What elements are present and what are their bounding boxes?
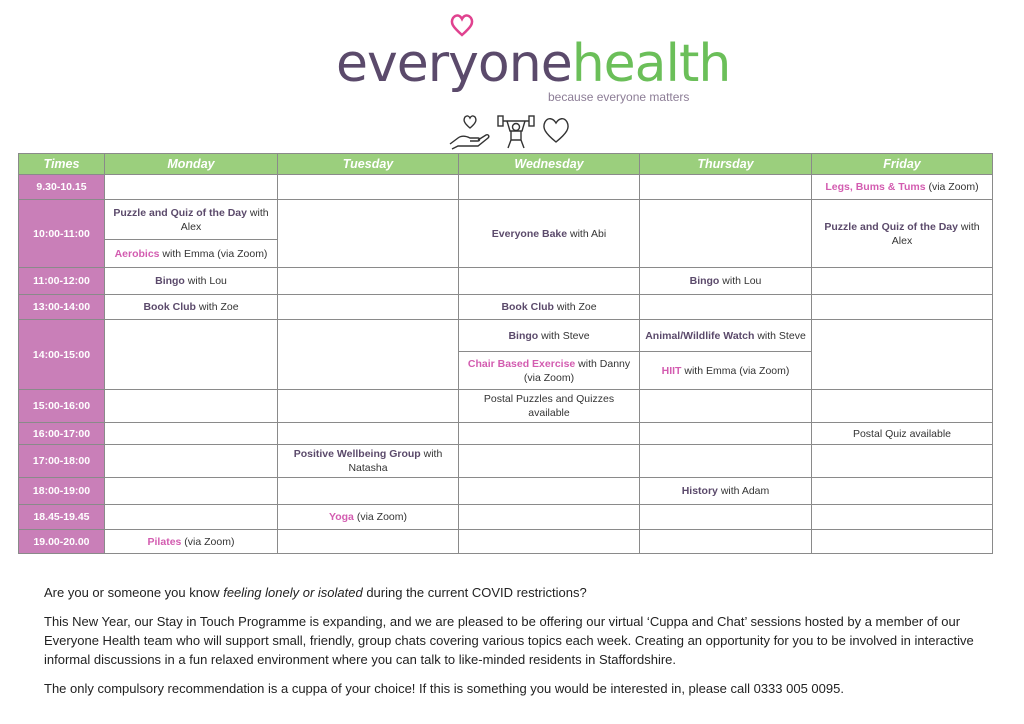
logo-every: every: [336, 34, 478, 94]
table-row: [19, 200, 993, 240]
table-row: [19, 390, 993, 423]
event-cell: Postal Quiz available: [812, 423, 993, 445]
event-name: Chair Based Exercise: [467, 357, 576, 370]
event-detail: with Lou: [184, 275, 227, 287]
empty-cell: [278, 423, 459, 445]
time-cell: 10:00-11:00: [19, 200, 105, 268]
table-row: [19, 423, 993, 445]
empty-cell: [459, 423, 640, 445]
empty-cell: [278, 200, 459, 268]
event-detail: with Natasha: [348, 448, 443, 474]
empty-cell: [105, 478, 278, 505]
table-row: [19, 295, 993, 320]
event-detail: with Emma (via Zoom): [159, 247, 268, 260]
logo-one: one: [477, 34, 572, 94]
event-detail: with Zoe: [195, 301, 239, 313]
empty-cell: [278, 320, 459, 390]
time-cell: 17:00-18:00: [19, 445, 105, 478]
empty-cell: [640, 175, 812, 200]
empty-cell: [105, 505, 278, 530]
empty-cell: [278, 295, 459, 320]
event-name: HIIT: [661, 364, 682, 377]
empty-cell: [812, 530, 993, 554]
table-row: [19, 530, 993, 554]
empty-cell: [459, 478, 640, 505]
logo: [336, 14, 731, 104]
empty-cell: [812, 478, 993, 505]
event-cell: [278, 445, 459, 478]
empty-cell: [459, 268, 640, 295]
event-name: Everyone Bake: [491, 227, 568, 240]
event-name: Puzzle and Quiz of the Day: [113, 206, 247, 219]
empty-cell: [812, 390, 993, 423]
time-cell: 15:00-16:00: [19, 390, 105, 423]
table-row: [19, 175, 993, 200]
table-row: [19, 320, 993, 352]
event-cell: [812, 200, 993, 268]
empty-cell: [105, 445, 278, 478]
event-detail: with Emma (via Zoom): [681, 364, 790, 377]
event-name: Bingo: [155, 275, 185, 287]
event-name: Positive Wellbeing Group: [293, 448, 421, 460]
event-cell: [278, 505, 459, 530]
event-detail: (via Zoom): [353, 511, 407, 523]
event-name: Puzzle and Quiz of the Day: [824, 220, 958, 233]
hand-heart-icon: [448, 114, 492, 155]
time-cell: 14:00-15:00: [19, 320, 105, 390]
event-detail: (via Zoom): [925, 181, 979, 193]
empty-cell: [278, 175, 459, 200]
empty-cell: [105, 423, 278, 445]
empty-cell: [812, 505, 993, 530]
event-cell: [640, 478, 812, 505]
empty-cell: [459, 505, 640, 530]
schedule-header-row: [19, 154, 993, 175]
event-detail: with Zoe: [553, 301, 597, 313]
empty-cell: [812, 320, 993, 390]
event-cell: [105, 200, 278, 240]
table-row: [19, 268, 993, 295]
header-monday: Monday: [105, 154, 278, 175]
time-cell: 13:00-14:00: [19, 295, 105, 320]
empty-cell: [640, 530, 812, 554]
event-detail: with Alex: [180, 206, 269, 233]
time-cell: 19.00-20.00: [19, 530, 105, 554]
empty-cell: [459, 530, 640, 554]
empty-cell: [640, 445, 812, 478]
empty-cell: [105, 175, 278, 200]
event-detail: with Steve: [754, 329, 806, 342]
event-cell: [812, 175, 993, 200]
empty-cell: [459, 445, 640, 478]
empty-cell: [278, 530, 459, 554]
event-cell: [459, 295, 640, 320]
weightlifter-icon: [496, 114, 536, 155]
time-cell: 18:00-19:00: [19, 478, 105, 505]
table-row: [19, 505, 993, 530]
time-cell: 9.30-10.15: [19, 175, 105, 200]
empty-cell: [640, 200, 812, 268]
empty-cell: [812, 268, 993, 295]
empty-cell: [105, 320, 278, 390]
empty-cell: [278, 268, 459, 295]
intro-text-end: during the current COVID restrictions?: [362, 585, 587, 600]
event-cell: [459, 200, 640, 268]
logo-tagline: because everyone matters: [548, 90, 690, 104]
empty-cell: [812, 445, 993, 478]
event-cell: [105, 240, 278, 268]
event-cell: [459, 320, 640, 352]
event-cell: [105, 295, 278, 320]
empty-cell: [105, 390, 278, 423]
logo-health: health: [571, 34, 731, 94]
empty-cell: [640, 390, 812, 423]
empty-cell: [640, 505, 812, 530]
event-name: Animal/Wildlife Watch: [645, 329, 755, 342]
event-name: Pilates: [147, 535, 182, 548]
time-cell: 16:00-17:00: [19, 423, 105, 445]
event-cell: [105, 268, 278, 295]
logo-wordmark: [336, 34, 730, 94]
header-times: Times: [19, 154, 105, 175]
empty-cell: [278, 390, 459, 423]
table-row: [19, 478, 993, 505]
event-name: Aerobics: [114, 247, 160, 260]
event-detail: with Danny (via Zoom): [523, 357, 631, 384]
heart-outline-icon: [540, 114, 572, 151]
event-name: Book Club: [143, 301, 196, 313]
contact-paragraph: The only compulsory recommendation is a cuppa of your choice! If this is something you would be interested in, please call 0333 005 0095.: [44, 681, 844, 696]
intro-question: [44, 583, 984, 602]
programme-description: This New Year, our Stay in Touch Programme is expanding, and we are pleased to be offering our virtual ‘Cuppa and Chat’ sessions hosted by a member of our Everyone Health team who will support small, friendly, group chats covering various topics each week. Creating an opportunity for you to be involved in interactive informal discussions in a fun relaxed environment where you can talk to like-minded residents in Staffordshire.: [44, 614, 974, 667]
table-row: [19, 445, 993, 478]
event-detail: with Alex: [891, 220, 980, 247]
intro-emphasis: feeling lonely or isolated: [223, 585, 363, 600]
event-cell: [640, 352, 812, 390]
time-cell: 18.45-19.45: [19, 505, 105, 530]
activity-icons: [448, 114, 578, 150]
event-name: History: [681, 485, 718, 497]
empty-cell: [459, 175, 640, 200]
event-detail: with Steve: [538, 329, 590, 342]
event-detail: (via Zoom): [181, 535, 235, 548]
empty-cell: [278, 478, 459, 505]
empty-cell: [640, 295, 812, 320]
empty-cell: [812, 295, 993, 320]
time-cell: 11:00-12:00: [19, 268, 105, 295]
event-cell: [640, 320, 812, 352]
event-detail: with Abi: [567, 227, 607, 240]
schedule-table: [18, 153, 993, 554]
event-name: Bingo: [508, 329, 539, 342]
event-cell: [640, 268, 812, 295]
event-cell: [105, 530, 278, 554]
header-friday: Friday: [812, 154, 993, 175]
event-cell: [459, 352, 640, 390]
event-detail: with Adam: [717, 485, 770, 497]
header-thursday: Thursday: [640, 154, 812, 175]
event-cell: Postal Puzzles and Quizzes available: [459, 390, 640, 423]
event-name: Yoga: [329, 511, 354, 523]
event-name: Bingo: [689, 275, 720, 287]
event-name: Book Club: [501, 301, 554, 313]
header-wednesday: Wednesday: [459, 154, 640, 175]
header-tuesday: Tuesday: [278, 154, 459, 175]
event-detail: with Lou: [719, 275, 762, 287]
event-name: Legs, Bums & Tums: [825, 181, 926, 193]
intro-text: Are you or someone you know: [44, 585, 224, 600]
logo-heart-icon: [449, 12, 475, 38]
empty-cell: [640, 423, 812, 445]
